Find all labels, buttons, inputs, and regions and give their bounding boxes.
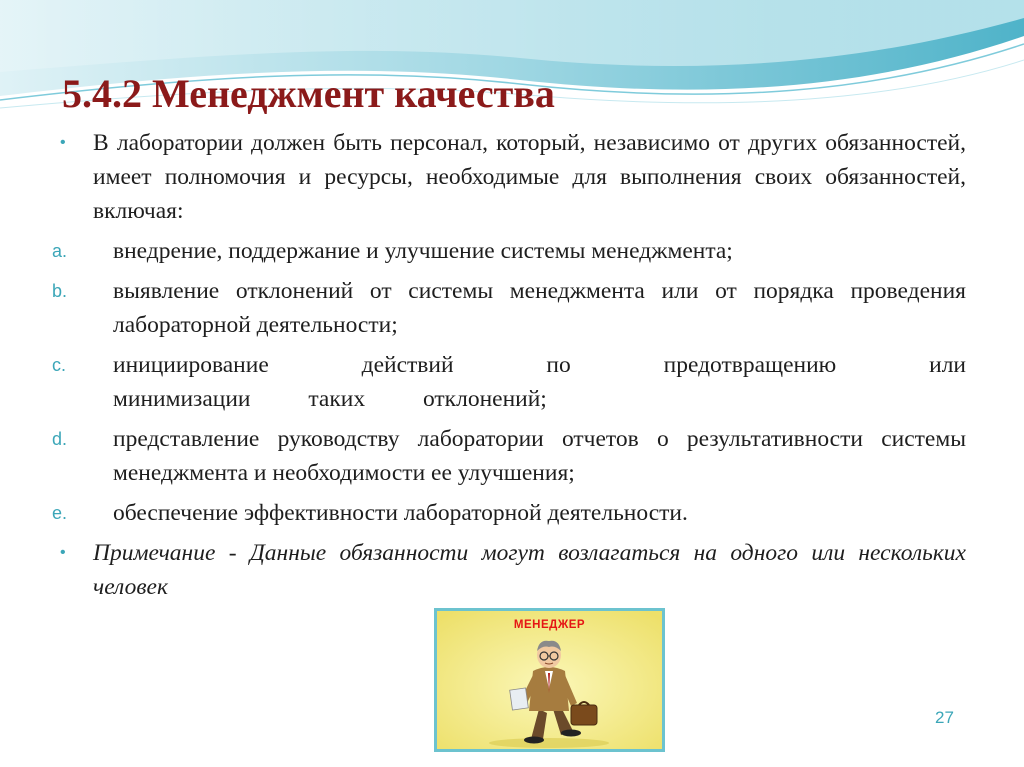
manager-illustration-icon — [437, 611, 662, 749]
note-text: Примечание - Данные обязанности могут возлагаться на одного или нескольких человек — [93, 540, 966, 600]
intro-paragraph — [52, 126, 966, 228]
list-item-text: выявление отклонений от системы менеджмента или от порядка проведения лабораторной деятельности; — [113, 278, 966, 338]
list-item-text-continuation: минимизации таких отклонений; — [113, 386, 547, 412]
page-number: 27 — [935, 708, 954, 727]
list-item — [52, 422, 966, 490]
list-marker: b. — [52, 281, 68, 301]
intro-text: В лаборатории должен быть персонал, который, независимо от других обязанностей, имеет полномочия и ресурсы, необходимые для выполнения своих обязанностей, включая: — [93, 130, 966, 224]
list-item — [52, 234, 966, 268]
note-paragraph — [52, 536, 966, 604]
list-marker: d. — [52, 429, 68, 449]
bullet-marker: • — [60, 134, 66, 151]
slide-body — [52, 126, 966, 610]
list-marker: e. — [52, 503, 68, 523]
list-item-text: обеспечение эффективности лабораторной деятельности. — [113, 500, 688, 526]
slide-title: 5.4.2 Менеджмент качества — [62, 71, 555, 116]
bullet-marker: • — [60, 544, 66, 561]
list-item — [52, 274, 966, 342]
list-marker: c. — [52, 355, 67, 375]
list-marker: a. — [52, 241, 68, 261]
list-item-text: представление руководству лаборатории отчетов о результативности системы менеджмента и необходимости ее улучшения; — [113, 426, 966, 486]
list-item — [52, 496, 966, 530]
manager-picture — [434, 608, 665, 752]
list-item-text: внедрение, поддержание и улучшение системы менеджмента; — [113, 238, 733, 264]
picture-caption: МЕНЕДЖЕР — [513, 619, 586, 631]
list-item-text: инициирование действий по предотвращению или — [113, 352, 966, 378]
list-item — [52, 348, 966, 416]
